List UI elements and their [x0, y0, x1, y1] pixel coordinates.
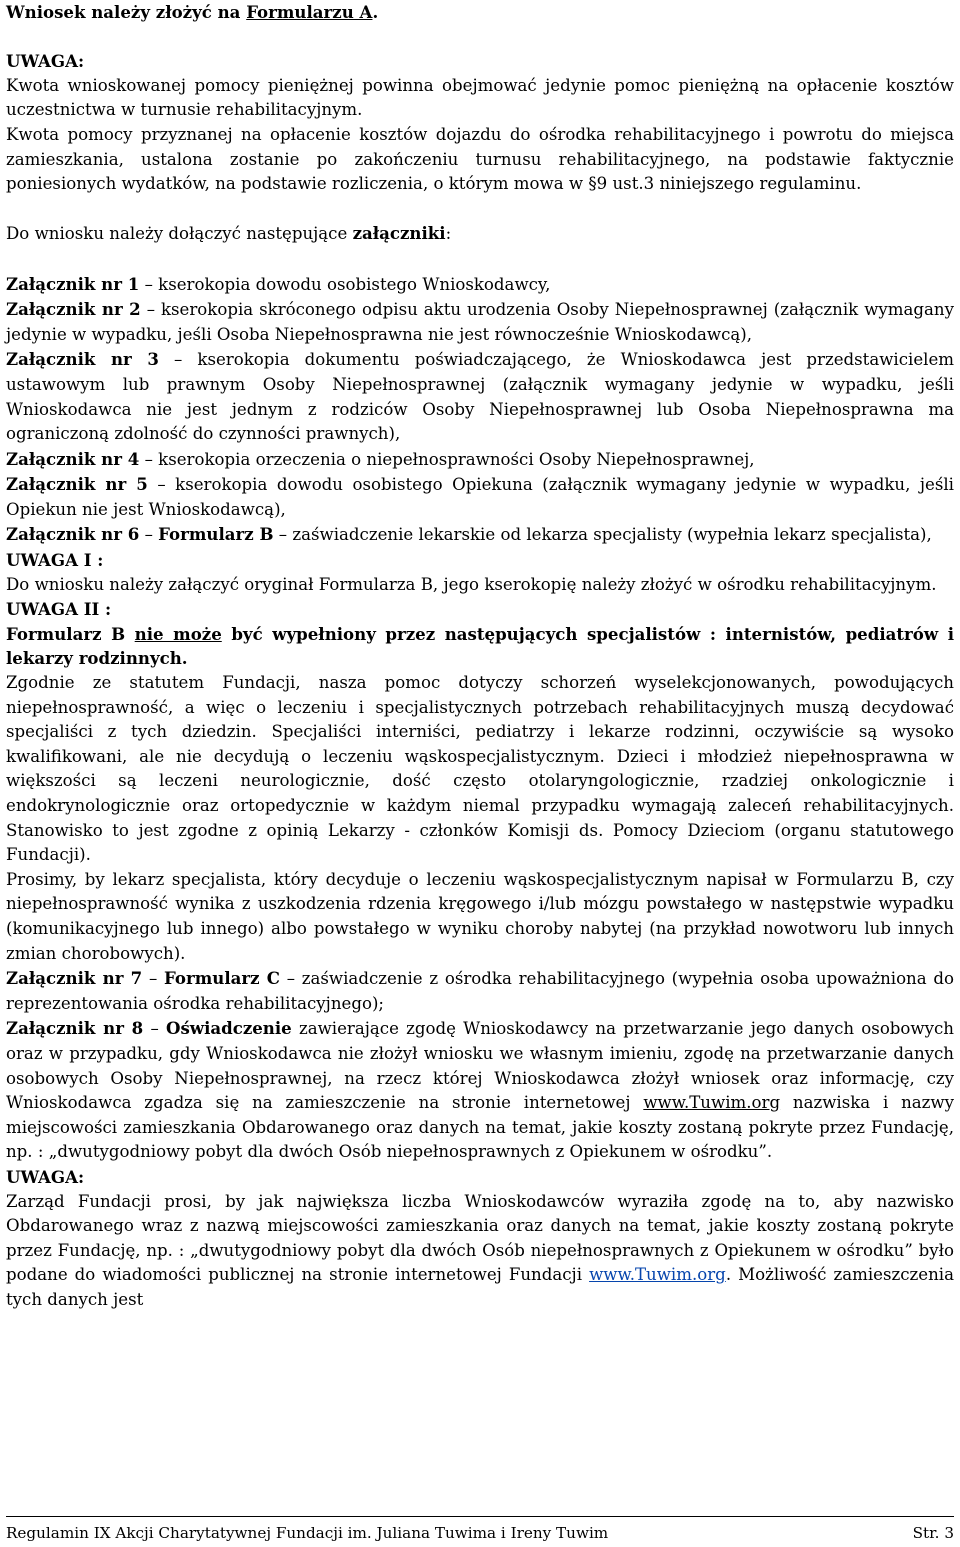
uwaga-ii-paragraph-1: Zgodnie ze statutem Fundacji, nasza pomoc dotyczy schorzeń wyselekcjonowanych, powodujących niepełnosprawność, a więc o leczeniu i specjalistycznych potrzebach rehabilitacyjnych muszą decydować specjaliści z tych dziedzin. Specjaliści interniści, pediatrzy i lekarze rodzinni, oczywiście są wysoko kwalifikowani, ale nie decydują o leczeniu wąskospecjalistycznym. Dzieci i młodzież niepełnosprawna w większości są leczeni neurologicznie, dość często otolaryngologicznie, rzadziej onkologicznie i endokrynologicznie oraz ortopedycznie w każdym niemal przypadku wymagają zaleceń rehabilitacyjnych. Stanowisko to jest zgodne z opinią Lekarzy - członków Komisji ds. Pomocy Dzieciom (organu statutowego Fundacji).	[6, 673, 954, 865]
attachment-7: Załącznik nr 7 – Formularz C – zaświadczenie z ośrodka rehabilitacyjnego (wypełnia osoba upoważniona do reprezentowania ośrodka rehabilitacyjnego);	[6, 968, 954, 1013]
tuwim-website-link-2[interactable]: www.Tuwim.org	[589, 1265, 726, 1285]
uwaga-paragraph-2: Kwota pomocy przyznanej na opłacenie kosztów dojazdu do ośrodka rehabilitacyjnego i powrotu do miejsca zamieszkania, ustalona zostanie po zakończeniu turnusu rehabilitacyjnego, na podstawie faktycznie poniesionych wydatków, na podstawie rozliczenia, o którym mowa w §9 ust.3 niniejszego regulaminu.	[6, 124, 954, 194]
attachment-3: Załącznik nr 3 – kserokopia dokumentu poświadczającego, że Wnioskodawca jest przedstawicielem ustawowym lub prawnym Osoby Niepełnosprawnej (załącznik wymagany jedynie w wypadku, jeśli Wnioskodawca nie jest jednym z rodziców Osoby Niepełnosprawnej lub Osoba Niepełnosprawna ma ograniczoną zdolność do czynności prawnych),	[6, 349, 955, 444]
footer-title: Regulamin IX Akcji Charytatywnej Fundacji im. Juliana Tuwima i Ireny Tuwim	[6, 1524, 609, 1542]
uwaga-paragraph-1: Kwota wnioskowanej pomocy pieniężnej powinna obejmować jedynie pomoc pieniężną na opłacenie kosztów uczestnictwa w turnusie rehabilitacyjnym.	[6, 75, 954, 120]
uwaga-ii-paragraph-2: Prosimy, by lekarz specjalista, który decyduje o leczeniu wąskospecjalistycznym napisał w Formularzu B, czy niepełnosprawność wynika z uszkodzenia rdzenia kręgowego i/lub mózgu powstałego w następstwie wypadku (komunikacyjnego lub innego) albo powstałego w wyniku choroby nabytej (na przykład nowotworu lub innych zmian chorobowych).	[6, 869, 954, 963]
uwaga-i-heading: UWAGA I :	[6, 550, 104, 571]
uwaga-ii-heading: UWAGA II :	[6, 599, 112, 620]
uwaga-i-text: Do wniosku należy załączyć oryginał Formularza B, jego kserokopię należy złożyć w ośrodku rehabilitacyjnym.	[6, 574, 937, 594]
uwaga-ii-bold-statement: Formularz B nie może być wypełniony przez następujących specjalistów : internistów, pediatrów i lekarzy rodzinnych.	[6, 623, 955, 669]
attachment-5: Załącznik nr 5 – kserokopia dowodu osobistego Opiekuna (załącznik wymagany jedynie w wypadku, jeśli Opiekun nie jest Wnioskodawcą),	[6, 474, 954, 519]
page-number: Str. 3	[912, 1524, 954, 1542]
document-body	[6, 0, 954, 1312]
page-footer	[6, 1522, 954, 1544]
attachment-2: Załącznik nr 2 – kserokopia skróconego odpisu aktu urodzenia Osoby Niepełnosprawnej (załącznik wymagany jedynie w wypadku, jeśli Osoba Niepełnosprawna nie jest równocześnie Wnioskodawcą),	[6, 299, 954, 344]
attachment-8: Załącznik nr 8 – Oświadczenie zawierające zgodę Wnioskodawcy na przetwarzanie jego danych osobowych oraz w przypadku, gdy Wnioskodawca nie złożył wniosku we własnym imieniu, zgodę na przetwarzanie danych osobowych Osoby Niepełnosprawnej, na rzecz której Wnioskodawca złożył wniosek oraz informację, czy Wnioskodawca zgadza się na zamieszczenie na stronie internetowej www.Tuwim.org nazwiska i nazwy miejscowości zamieszkania Obdarowanego oraz danych na temat, jakie koszty zostaną pokryte przez Fundację, np. : „dwutygodniowy pobyt dla dwóch Osób niepełnosprawnych z Opiekunem w ośrodku”.	[6, 1018, 954, 1162]
footer-divider	[6, 1516, 954, 1517]
attachment-4: Załącznik nr 4 – kserokopia orzeczenia o niepełnosprawności Osoby Niepełnosprawnej,	[6, 448, 755, 469]
submission-text: Wniosek należy złożyć na	[6, 2, 247, 22]
uwaga-heading-1: UWAGA:	[6, 51, 85, 72]
uwaga-final-heading: UWAGA:	[6, 1166, 85, 1187]
tuwim-website-link[interactable]: www.Tuwim.org	[643, 1093, 781, 1113]
formularz-a-link[interactable]: Formularzu A	[246, 2, 373, 22]
attachment-6: Załącznik nr 6 – Formularz B – zaświadczenie lekarskie od lekarza specjalisty (wypełnia lekarz specjalista),	[6, 524, 932, 545]
attachments-intro: Do wniosku należy dołączyć następujące załączniki:	[6, 223, 452, 244]
attachment-1: Załącznik nr 1 – kserokopia dowodu osobistego Wnioskodawcy,	[6, 273, 551, 294]
submission-line: Wniosek należy złożyć na Formularzu A.	[6, 2, 379, 22]
uwaga-final-text: Zarząd Fundacji prosi, by jak największa liczba Wnioskodawców wyraziła zgodę na to, aby nazwisko Obdarowanego wraz z nazwą miejscowości zamieszkania oraz danych na temat, jakie koszty zostaną pokryte przez Fundację, np. : „dwutygodniowy pobyt dla dwóch Osób niepełnosprawnych z Opiekunem w ośrodku” było podane do wiadomości publicznej na stronie internetowej Fundacji www.Tuwim.org. Możliwość zamieszczenia tych danych jest	[6, 1191, 955, 1309]
